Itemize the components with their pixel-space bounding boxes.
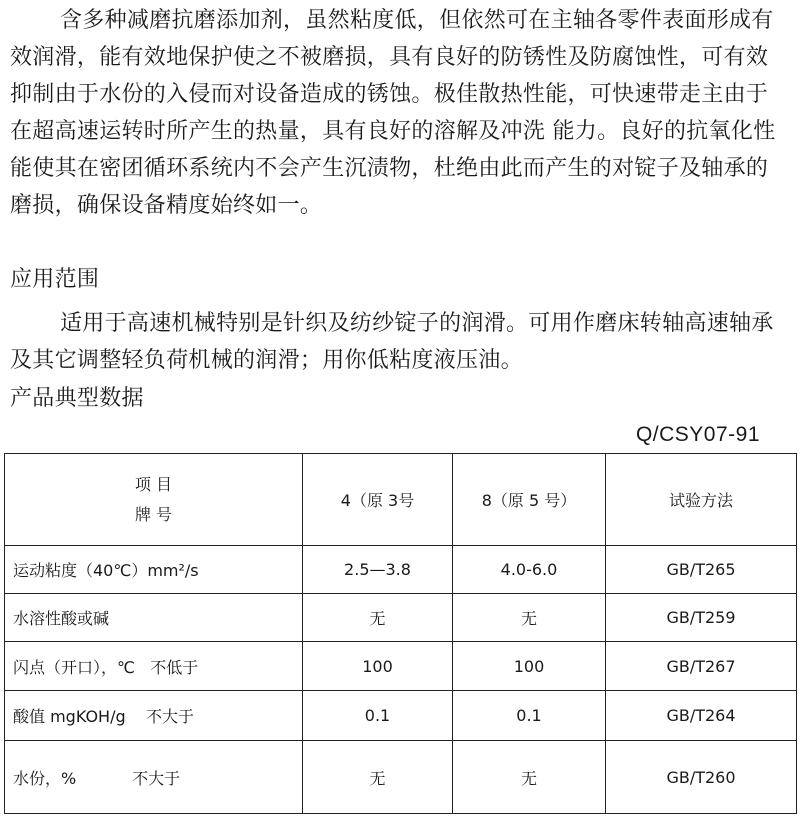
row-grade2-value: 无 <box>453 741 606 814</box>
header-item-cell <box>5 454 303 546</box>
row-method: GB/T260 <box>606 741 797 814</box>
table-row <box>5 642 797 691</box>
row-grade1-value: 无 <box>303 741 453 814</box>
header-test-method: 试验方法 <box>606 454 797 546</box>
description-paragraph: 含多种减磨抗磨添加剂，虽然粘度低，但依然可在主轴各零件表面形成有效润滑，能有效地保护使之不被磨损，具有良好的防锈性及防腐蚀性，可有效抑制由于水份的入侵而对设备造成的锈蚀。极佳散热性能，可快速带走主由于在超高速运转时所产生的热量，具有良好的溶解及冲洗 能力。良好的抗氧化性能使其在密团循环系统内不会产生沉渍物，杜绝由此而产生的对锭子及轴承的磨损，确保设备精度始终如一。 <box>10 8 776 218</box>
table-row <box>5 691 797 741</box>
row-grade1-value: 0.1 <box>303 691 453 741</box>
table-row <box>5 741 797 814</box>
row-grade1-value: 无 <box>303 594 453 642</box>
header-grade2: 8（原 5 号） <box>453 454 606 546</box>
row-label: 闪点（开口），℃ 不低于 <box>5 642 303 691</box>
application-scope-heading: 应用范围 <box>10 267 100 292</box>
row-method: GB/T267 <box>606 642 797 691</box>
row-method: GB/T265 <box>606 546 797 594</box>
row-grade2-value: 100 <box>453 642 606 691</box>
row-grade2-value: 无 <box>453 594 606 642</box>
row-label: 运动粘度（40℃）mm²/s <box>5 546 303 594</box>
table-row <box>5 594 797 642</box>
row-method: GB/T259 <box>606 594 797 642</box>
row-label: 水份，% 不大于 <box>5 741 303 814</box>
row-grade1-value: 2.5—3.8 <box>303 546 453 594</box>
header-item-label: 项 目 <box>134 474 173 494</box>
header-grade-label: 牌 号 <box>134 504 173 524</box>
product-data-table <box>4 453 797 814</box>
row-grade2-value: 4.0-6.0 <box>453 546 606 594</box>
application-paragraph: 适用于高速机械特别是针织及纺纱锭子的润滑。可用作磨床转轴高速轴承及其它调整轻负荷机械的润滑；用你低粘度液压油。 <box>10 311 774 373</box>
header-grade1: 4（原 3号 <box>303 454 453 546</box>
row-grade1-value: 100 <box>303 642 453 691</box>
row-grade2-value: 0.1 <box>453 691 606 741</box>
table-row <box>5 546 797 594</box>
row-label: 水溶性酸或碱 <box>5 594 303 642</box>
row-method: GB/T264 <box>606 691 797 741</box>
typical-data-heading: 产品典型数据 <box>10 386 144 411</box>
standard-code: Q/CSY07-91 <box>635 423 760 446</box>
row-label: 酸值 mgKOH/g 不大于 <box>5 691 303 741</box>
table-header-row <box>5 454 797 546</box>
